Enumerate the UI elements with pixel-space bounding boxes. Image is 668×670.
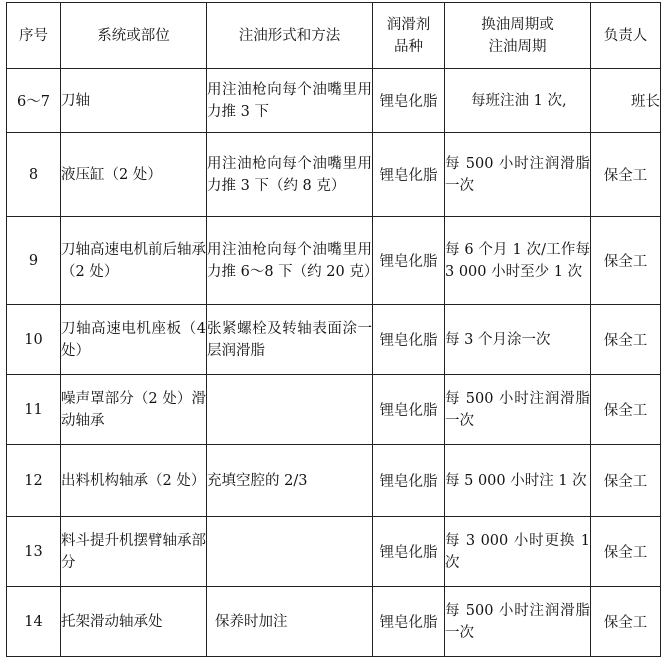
cell-method: 充填空腔的 2/3 — [207, 445, 373, 517]
header-period-line-2: 注油周期 — [488, 38, 547, 55]
cell-lubricant: 锂皂化脂 — [373, 217, 445, 305]
cell-owner: 班长 — [591, 69, 661, 133]
header-lubricant-line-2: 品种 — [394, 38, 423, 55]
cell-period: 每 500 小时注润滑脂一次 — [445, 375, 591, 445]
header-method: 注油形式和方法 — [207, 3, 373, 69]
cell-no: 8 — [7, 133, 61, 217]
cell-period: 每 500 小时注润滑脂一次 — [445, 587, 591, 657]
cell-method: 用注油枪向每个油嘴里用力推 3 下 — [207, 69, 373, 133]
table-row — [7, 375, 661, 445]
cell-lubricant: 锂皂化脂 — [373, 69, 445, 133]
cell-period: 每 3 个月涂一次 — [445, 305, 591, 375]
cell-method: 张紧螺栓及转轴表面涂一层润滑脂 — [207, 305, 373, 375]
table-row — [7, 445, 661, 517]
table-row — [7, 217, 661, 305]
cell-method: 保养时加注 — [207, 587, 373, 657]
cell-lubricant: 锂皂化脂 — [373, 587, 445, 657]
table-row — [7, 587, 661, 657]
header-part: 系统或部位 — [61, 3, 207, 69]
cell-owner: 保全工 — [591, 375, 661, 445]
cell-part: 刀轴高速电机座板（4 处） — [61, 305, 207, 375]
cell-method — [207, 517, 373, 587]
header-owner: 负责人 — [591, 3, 661, 69]
header-no: 序号 — [7, 3, 61, 69]
cell-method — [207, 375, 373, 445]
cell-period: 每 3 000 小时更换 1 次 — [445, 517, 591, 587]
cell-part: 噪声罩部分（2 处）滑动轴承 — [61, 375, 207, 445]
table-row — [7, 69, 661, 133]
header-period — [445, 3, 591, 69]
cell-part: 液压缸（2 处） — [61, 133, 207, 217]
cell-no: 13 — [7, 517, 61, 587]
cell-period: 每班注油 1 次, — [445, 69, 591, 133]
cell-lubricant: 锂皂化脂 — [373, 305, 445, 375]
cell-period: 每 500 小时注润滑脂一次 — [445, 133, 591, 217]
table-row — [7, 517, 661, 587]
cell-lubricant: 锂皂化脂 — [373, 445, 445, 517]
header-row — [7, 3, 661, 69]
header-lubricant-line-1: 润滑剂 — [386, 16, 431, 33]
cell-lubricant: 锂皂化脂 — [373, 517, 445, 587]
cell-no: 14 — [7, 587, 61, 657]
cell-no: 11 — [7, 375, 61, 445]
table-row — [7, 133, 661, 217]
cell-method: 用注油枪向每个油嘴里用力推 6～8 下（约 20 克） — [207, 217, 373, 305]
cell-owner: 保全工 — [591, 305, 661, 375]
cell-no: 10 — [7, 305, 61, 375]
cell-owner: 保全工 — [591, 445, 661, 517]
cell-lubricant: 锂皂化脂 — [373, 375, 445, 445]
cell-owner: 保全工 — [591, 587, 661, 657]
cell-no: 9 — [7, 217, 61, 305]
lubrication-table — [6, 2, 661, 657]
cell-part: 托架滑动轴承处 — [61, 587, 207, 657]
cell-owner: 保全工 — [591, 133, 661, 217]
cell-lubricant: 锂皂化脂 — [373, 133, 445, 217]
cell-owner: 保全工 — [591, 217, 661, 305]
cell-owner: 保全工 — [591, 517, 661, 587]
cell-part: 刀轴高速电机前后轴承（2 处） — [61, 217, 207, 305]
header-lubricant — [373, 3, 445, 69]
header-period-line-1: 换油周期或 — [481, 16, 554, 33]
cell-part: 出料机构轴承（2 处） — [61, 445, 207, 517]
cell-part: 刀轴 — [61, 69, 207, 133]
cell-period: 每 6 个月 1 次/工作每 3 000 小时至少 1 次 — [445, 217, 591, 305]
cell-no: 12 — [7, 445, 61, 517]
cell-no: 6～7 — [7, 69, 61, 133]
cell-period: 每 5 000 小时注 1 次 — [445, 445, 591, 517]
cell-part: 料斗提升机摆臂轴承部分 — [61, 517, 207, 587]
table-row — [7, 305, 661, 375]
cell-method: 用注油枪向每个油嘴里用力推 3 下（约 8 克） — [207, 133, 373, 217]
